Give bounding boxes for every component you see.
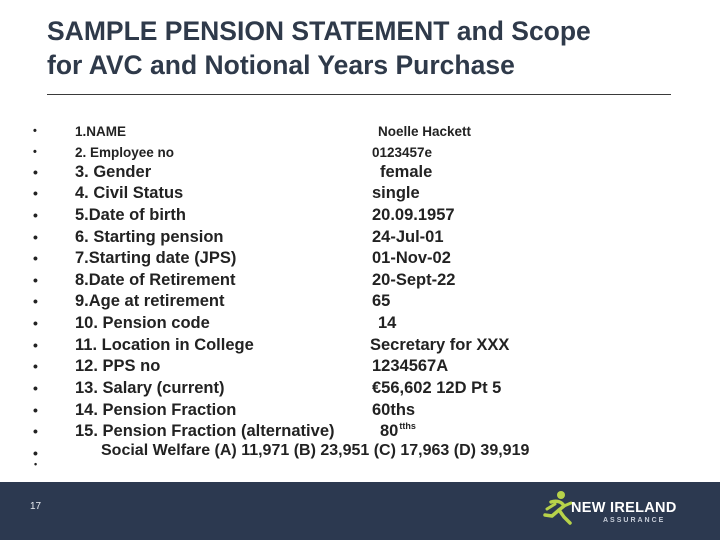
bullet-icon: • (33, 358, 38, 374)
brand-name: NEW IRELAND (571, 500, 677, 516)
row-value (380, 422, 416, 441)
row-label: 15. Pension Fraction (alternative) (75, 422, 335, 440)
bullet-icon: • (33, 315, 38, 331)
bullet-icon: • (33, 146, 37, 158)
bullet-icon: • (34, 459, 38, 469)
bullet-icon: • (33, 423, 38, 439)
row-label: 14. Pension Fraction (75, 401, 237, 419)
row-value: Noelle Hackett (378, 124, 472, 139)
row-value: €56,602 12D Pt 5 (372, 379, 502, 397)
row-value: single (372, 184, 420, 202)
row-value: 0123457e (372, 145, 433, 160)
bullet-icon: • (33, 164, 38, 180)
row-value: 20.09.1957 (372, 206, 455, 224)
row-value: 20-Sept-22 (372, 271, 456, 289)
bullet-icon: • (33, 229, 38, 245)
row-label: 10. Pension code (75, 314, 210, 332)
row-label: 2. Employee no (75, 145, 175, 160)
row-value: female (380, 163, 433, 181)
social-welfare-line: Social Welfare (A) 11,971 (B) 23,951 (C) 17,963 (D) 39,919 (101, 442, 530, 459)
row-label: 9.Age at retirement (75, 292, 225, 310)
bullet-icon: • (33, 293, 38, 309)
row-label: 8.Date of Retirement (75, 271, 236, 289)
row-value: 65 (372, 292, 391, 310)
row-value: Secretary for XXX (370, 336, 510, 354)
bullet-icon: • (33, 125, 37, 137)
row-label: 11. Location in College (75, 336, 254, 354)
row-label: 1.NAME (75, 124, 127, 139)
row-value-number: 80 (380, 422, 399, 440)
footer-bar (0, 482, 720, 540)
row-value: 14 (378, 314, 397, 332)
bullet-icon: • (33, 445, 38, 461)
bullet-icon: • (33, 272, 38, 288)
row-label: 12. PPS no (75, 357, 161, 375)
row-label: 4. Civil Status (75, 184, 184, 202)
row-label: 7.Starting date (JPS) (75, 249, 237, 267)
bullet-icon: • (33, 402, 38, 418)
row-value: 1234567A (372, 357, 449, 375)
bullet-icon: • (33, 207, 38, 223)
row-value-superscript: tths (399, 421, 416, 431)
row-label: 13. Salary (current) (75, 379, 225, 397)
row-value: 24-Jul-01 (372, 228, 444, 246)
bullet-icon: • (33, 337, 38, 353)
row-label: 5.Date of birth (75, 206, 186, 224)
bullet-icon: • (33, 185, 38, 201)
page-number: 17 (30, 501, 42, 512)
bullet-icon: • (33, 380, 38, 396)
row-value: 01-Nov-02 (372, 249, 451, 267)
slide-title: SAMPLE PENSION STATEMENT and Scope for AVC and Notional Years Purchase (47, 16, 591, 80)
row-label: 6. Starting pension (75, 228, 224, 246)
bullet-icon: • (33, 250, 38, 266)
row-value: 60ths (372, 401, 416, 419)
row-label: 3. Gender (75, 163, 152, 181)
brand-subtitle: ASSURANCE (603, 517, 666, 524)
